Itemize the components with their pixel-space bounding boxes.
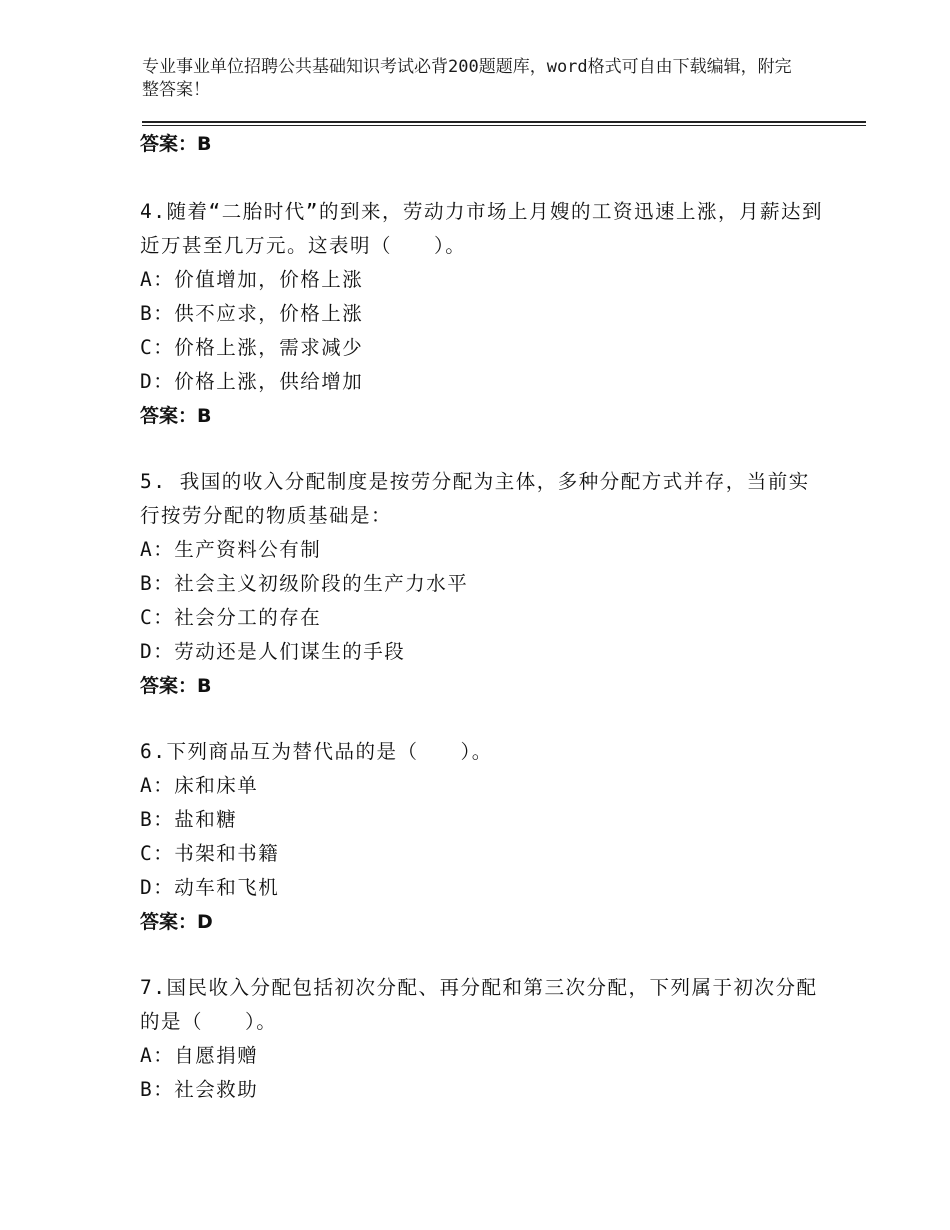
answer-label: 答案：D xyxy=(140,911,213,933)
option-b: B：社会主义初级阶段的生产力水平 xyxy=(140,572,469,595)
option-c: C：价格上涨，需求减少 xyxy=(140,336,364,359)
option-d: D：价格上涨，供给增加 xyxy=(140,370,364,393)
answer-label: 答案：B xyxy=(140,405,212,427)
option-a: A：价值增加，价格上涨 xyxy=(140,268,364,291)
document-header: 专业事业单位招聘公共基础知识考试必背200题题库，word格式可自由下载编辑，附完整答案！ xyxy=(142,57,792,100)
option-a: A：生产资料公有制 xyxy=(140,538,322,561)
header-divider xyxy=(142,121,866,123)
question-stem: 7.国民收入分配包括初次分配、再分配和第三次分配，下列属于初次分配的是（ ）。 xyxy=(140,976,818,1033)
answer-label: 答案：B xyxy=(140,675,212,697)
question-stem: 4.随着“二胎时代”的到来，劳动力市场上月嫂的工资迅速上涨，月薪达到近万甚至几万元。这表明（ ）。 xyxy=(140,200,823,257)
option-a: A：自愿捐赠 xyxy=(140,1044,259,1067)
option-c: C：书架和书籍 xyxy=(140,842,280,865)
question-stem: 5. 我国的收入分配制度是按劳分配为主体，多种分配方式并存，当前实行按劳分配的物质基础是： xyxy=(140,470,810,527)
option-c: C：社会分工的存在 xyxy=(140,606,322,629)
question-list xyxy=(140,127,830,1107)
option-b: B：盐和糖 xyxy=(140,808,238,831)
option-b: B：供不应求，价格上涨 xyxy=(140,302,364,325)
question-7 xyxy=(140,971,830,1107)
header-divider-thin xyxy=(142,125,866,126)
question-stem: 6.下列商品互为替代品的是（ ）。 xyxy=(140,740,493,763)
question-6 xyxy=(140,735,830,939)
option-a: A：床和床单 xyxy=(140,774,259,797)
option-d: D：劳动还是人们谋生的手段 xyxy=(140,640,406,663)
previous-answer: 答案：B xyxy=(140,133,212,155)
option-b: B：社会救助 xyxy=(140,1078,259,1101)
question-5 xyxy=(140,465,830,703)
option-d: D：动车和飞机 xyxy=(140,876,280,899)
question-4 xyxy=(140,195,830,433)
